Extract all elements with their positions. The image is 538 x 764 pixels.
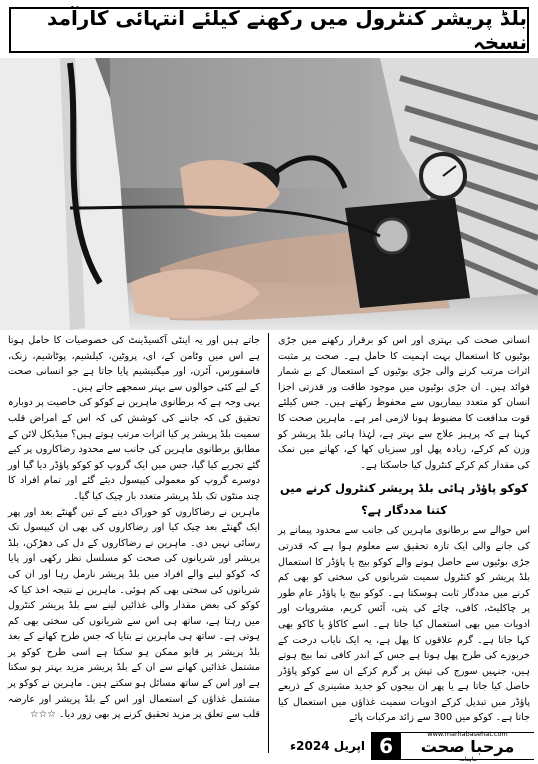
- article-column-right: [278, 333, 530, 724]
- magazine-name: مرحبا صحت: [420, 736, 515, 756]
- monthly-label: ماہنامہ: [458, 755, 477, 763]
- page-footer: [284, 729, 534, 763]
- blood-pressure-photo: [0, 58, 538, 330]
- article-paragraph: اس حوالے سے برطانوی ماہرین کی جانب سے محدود پیمانے پر کی جانے والی ایک تازہ تحقیق سے معلوم ہوا ہے کہ قدرتی جڑی بوٹیوں سے حاصل ہونے والے کوکو بیج یا پاؤڈر کا استعمال بلڈ پریشر کو کنٹرول سمیت شریانوں کی سختی کو بھی کم کرنے میں مددگار ثابت ہوسکتا ہے۔ کوکو بیج یا پاؤڈر عام طور پر چاکلیٹ، کافی، چائے کی پتی، آئس کریم، مشروبات اور ادویات میں بھی استعمال کیا جاتا ہے۔ اسے کاکاؤ یا کاکو بھی کہا جاتا ہے۔ گرم علاقوں کا پھل ہے، یہ ایک نایاب درخت کے خربوزے کی طرح پھل ہوتا ہے جس کے اندر کافی نما بیج ہوتے ہیں، جنہیں سورج کی تپش پر گرم کرکے ان سے کوکو پاؤڈر حاصل کیا جاتا ہے یا پھر ان بیجوں کو جدید مشینری کے ذریعے پاؤڈر میں تبدیل کرکے ادویات سمیت غذاؤں میں استعمال کیا جاتا ہے۔ کوکو میں 300 سے زائد مرکبات پائے: [278, 525, 530, 724]
- article-subheading: کوکو پاؤڈر ہائی بلڈ پریشر کنٹرول کرنے میں کتنا مددگار ہے؟: [279, 481, 529, 518]
- column-divider: [268, 333, 269, 753]
- article-paragraph: یہی وجہ ہے کہ برطانوی ماہرین نے کوکو کی خاصیت پر دوبارہ تحقیق کی کہ جاننے کی کوشش کی کہ اس کے امراض قلب سمیت بلڈ پریشر پر کیا اثرات مرتب ہوتے ہیں؟ میڈیکل لائن کے مطابق برطانوی ماہرین کی جانب سے محدود رضاکاروں پر کیے گئے تجربے کیا گیا، جس میں ایک گروپ کو کوکو پاؤڈر دیا گیا اور دوسرے گروپ کو معمولی کیپسول دیئے گئے اور تمام افراد کا چند منٹوں تک بلڈ پریشر متعدد بار چیک کیا گیا۔: [8, 397, 260, 502]
- headline: بلڈ پریشر کنٹرول میں رکھنے کیلئے انتہائی کارآمد نسخہ: [9, 7, 529, 53]
- website-url[interactable]: www.marhabasehat.com: [427, 729, 508, 738]
- page-number: 6: [371, 732, 401, 760]
- article-paragraph: انسانی صحت کی بہتری اور اس کو برقرار رکھنے میں جڑی بوٹیوں کا استعمال بہت اہمیت کا حامل ہے۔ صحت پر مثبت اثرات مرتب کرنے والی جڑی بوٹیوں کے استعمال کے بے شمار فوائد ہیں۔ ان جڑی بوٹیوں میں موجود طاقت ور قدرتی اجزا انسان کو متعدد بیماریوں سے محفوظ رکھتے ہیں۔ جس کیلئے قوت مدافعت کا مضبوط ہونا لازمی امر ہے۔ ماہرین صحت کا کہنا ہے کہ پرہیز علاج سے بہتر ہے، لہٰذا ہائی بلڈ پریشر کو وزن کم کرکے، زیادہ پھل اور سبزیاں کھا کے، کھانے میں نمک کی مقدار کم کرکے کنٹرول کیا جاسکتا ہے۔: [278, 335, 530, 471]
- article-paragraph: جاتے ہیں اور یہ اینٹی آکسیڈینٹ کی خصوصیات کا حامل ہوتا ہے اس میں وٹامن کے، ای، پروٹین، کیلشیم، پوٹاشیم، زنک، فاسفورس، آئرن، اور میگنیشیم پایا جاتا ہے جو انسانی صحت کے لیے کئی حوالوں سے بہتر سمجھے جاتے ہیں۔: [8, 335, 260, 393]
- magazine-masthead: [401, 729, 534, 763]
- article-photo: [0, 58, 538, 330]
- issue-date: اپریل 2024ء: [290, 739, 366, 753]
- article-column-left: [8, 333, 260, 758]
- article-paragraph: ماہرین نے رضاکاروں کو خوراک دینے کے تین گھنٹے بعد اور پھر ایک گھنٹے بعد چیک کیا اور رضاکاروں کی بھی ان کیپسول تک رسائی نہیں دی۔ ماہرین نے رضاکاروں کے دل کی دھڑکن، بلڈ پریشر اور شریانوں کی صحت کو مسلسل نظر رکھی اور پایا کہ کوکو لینے والے افراد میں بلڈ پریشر نارمل رہا اور ان کی شریانوں کی سختی بھی کم ہوئی۔ ماہرین نے نتیجہ اخذ کیا کہ کوکو کی بعض مقدار والی غذائیں لینے سے بلڈ پریشر کنٹرول میں رہتا ہے، ساتھ ہی اس سے شریانوں کی سختی بھی کم ہوتی ہے۔ ساتھ ہی ماہرین نے بتایا کہ جس طرح کھانے کے بعد بلڈ پریشر پر قابو ممکن ہو سکتا ہے اسی طرح کوکو پر مشتمل غذائیں کھانے سے ان کے بلڈ پریشر مزید بہتر ہو سکتا ہے اور اس کے ساتھ مسائل ہو سکتے ہیں۔ ماہرین نے کوکو پر مشتمل غذاؤں کے استعمال اور اس کے بلڈ پریشر اور عارضہ قلب سے تعلق پر مزید تحقیق کرنے پر بھی زور دیا۔ ☆☆☆: [8, 506, 260, 721]
